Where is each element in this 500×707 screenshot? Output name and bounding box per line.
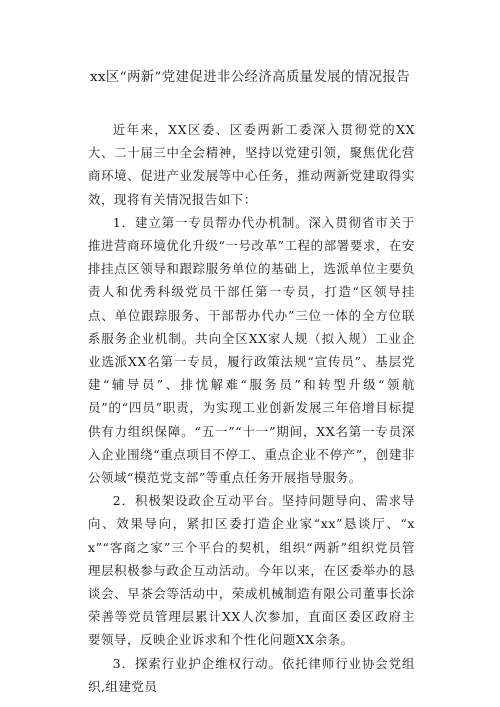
document-title: xx区“两新”党建促进非公经济高质量发展的情况报告 <box>90 70 410 85</box>
paragraph-section-2: 2．积极架设政企互动平台。坚持问题导向、需求导向、效果导向，紧扣区委打造企业家“xx”恳谈厅、“xx”“客商之家”三个平台的契机，组织“两新”组织党员管理层积极参与政企互动活动。今年以来，在区委举办的恳谈会、早茶会等活动中，荣成机械制造有限公司董事长涂荣善等党员管理层累计XX人次参加，直面区委区政府主要领导，反映企业诉求和个性化问题XX余条。 <box>88 493 415 648</box>
document-body <box>88 118 415 698</box>
paragraph-section-3: 3．探索行业护企维权行动。依托律师行业协会党组织,组建党员 <box>88 655 415 694</box>
paragraph-section-1: 1．建立第一专员帮办代办机制。深入贯彻省市关于推进营商环境优化升级“一号改革”工程的部署要求，在安排挂点区领导和跟踪服务单位的基础上，选派单位主要负责人和优秀科级党员干部任第一专员，打造“区领导挂点、单位跟踪服务、干部帮办代办”三位一体的全方位联系服务企业机制。共向全区XX家人规（拟入规）工业企业选派XX名第一专员，履行政策法规“宣传员”、基层党建“辅导员”、排忧解难“服务员”和转型升级“领航员”的“四员”职责，为实现工业创新发展三年倍增目标提供有力组织保障。“五一”“十一”期间，XX名第一专员深入企业围绕“重点项目不停工、重点企业不停产”，创建非公领域“模范党支部”等重点任务开展指导服务。 <box>88 214 415 486</box>
paragraph-intro: 近年来，XX区委、区委两新工委深入贯彻党的XX大、二十届三中全会精神，坚持以党建引领，聚焦优化营商环境、促进产业发展等中心任务，推动两新党建取得实效，现将有关情况报告如下： <box>88 122 415 207</box>
